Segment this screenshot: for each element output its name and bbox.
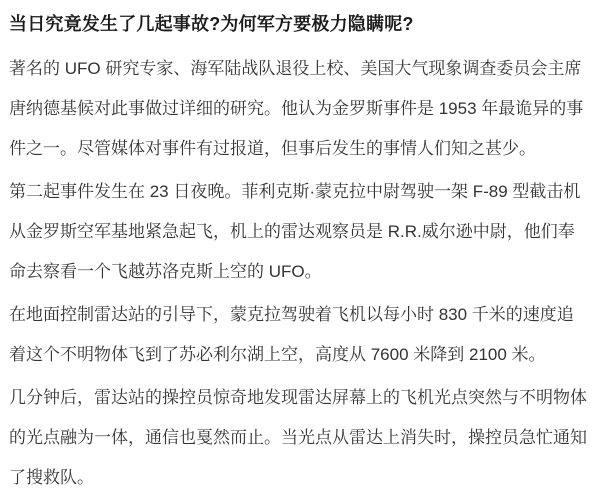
- article-title: 当日究竟发生了几起事故?为何军方要极力隐瞒呢?: [9, 14, 414, 34]
- article-paragraph-2: 第二起事件发生在 23 日夜晚。菲利克斯·蒙克拉中尉驾驶一架 F-89 型截击机从金罗斯空军基地紧急起飞，机上的雷达观察员是 R.R.威尔逊中尉，他们奉命去察看一个飞越苏洛克斯上空的 UFO。: [9, 182, 581, 281]
- article-paragraph-1: 著名的 UFO 研究专家、海军陆战队退役上校、美国大气现象调查委员会主席唐纳德基候对此事做过详细的研究。他认为金罗斯事件是 1953 年最诡异的事件之一。尽管媒体对事件有过报道，但事后发生的事情人们知之甚少。: [9, 59, 584, 158]
- article-paragraph-4: 几分钟后，雷达站的操控员惊奇地发现雷达屏幕上的飞机光点突然与不明物体的光点融为一体，通信也戛然而止。当光点从雷达上消失时，操控员急忙通知了搜救队。: [9, 388, 587, 487]
- article-paragraph-3: 在地面控制雷达站的引导下，蒙克拉驾驶着飞机以每小时 830 千米的速度追着这个不明物体飞到了苏必利尔湖上空，高度从 7600 米降到 2100 米。: [9, 305, 574, 364]
